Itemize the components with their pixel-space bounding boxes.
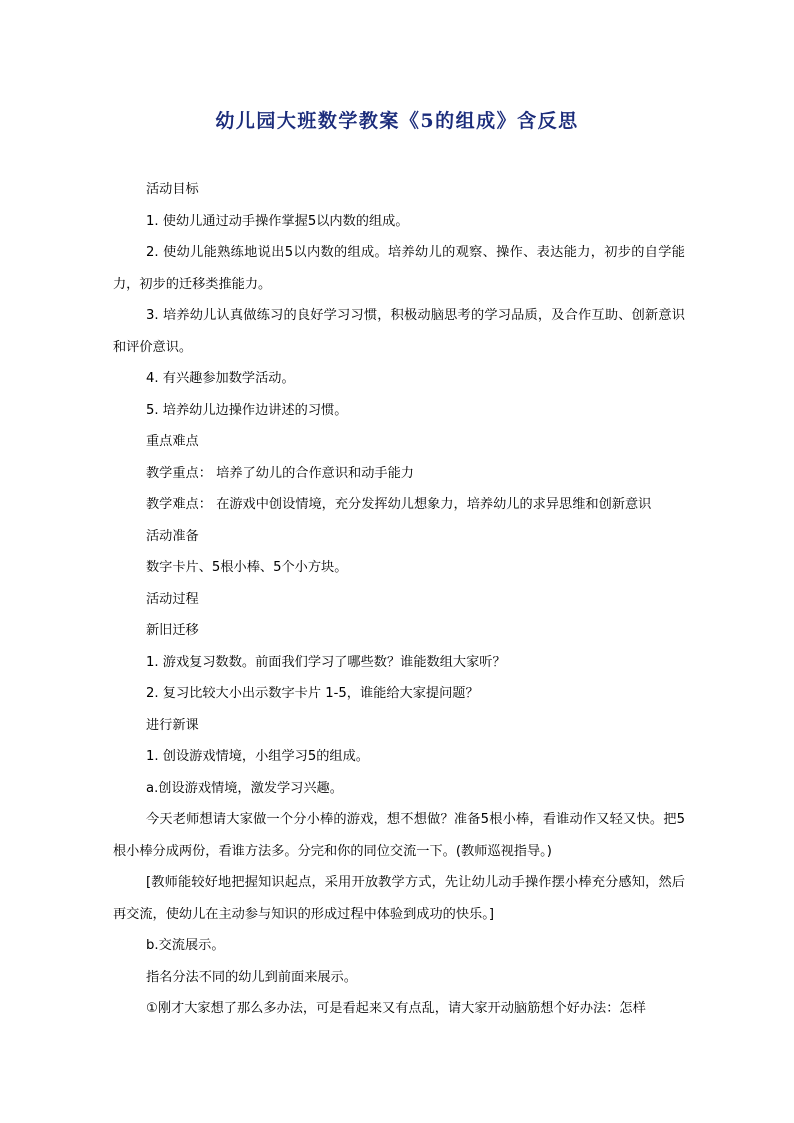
subheading-new-lesson: 进行新课	[146, 717, 199, 733]
heading-key-points: 重点难点	[146, 434, 199, 449]
goal-item-2: 2. 使幼儿能熟练地说出5以内数的组成。培养幼儿的观察、操作、表达能力，初步的自学能力，初步的迁移类推能力。	[113, 245, 685, 292]
document-title: 幼儿园大班数学教案《5的组成》含反思	[215, 110, 579, 132]
subheading-review: 新旧迁移	[146, 623, 199, 638]
lesson-instruction: 指名分法不同的幼儿到前面来展示。	[146, 969, 357, 985]
lesson-step-1b: b.交流展示。	[146, 938, 225, 953]
lesson-question: ①刚才大家想了那么多办法，可是看起来又有点乱，请大家开动脑筋想个好办法：怎样	[146, 1001, 646, 1016]
key-point-difficulty: 教学难点： 在游戏中创设情境，充分发挥幼儿想象力，培养幼儿的求异思维和创新意识	[146, 497, 652, 512]
lesson-narrative: 今天老师想请大家做一个分小棒的游戏，想不想做？准备5根小棒，看谁动作又轻又快。把5根小棒分成两份，看谁方法多。分完和你的同位交流一下。(教师巡视指导。)	[113, 812, 685, 859]
lesson-step-1: 1. 创设游戏情境，小组学习5的组成。	[146, 749, 369, 764]
lesson-step-1a: a.创设游戏情境，激发学习兴趣。	[146, 780, 343, 796]
goal-item-1: 1. 使幼儿通过动手操作掌握5以内数的组成。	[146, 213, 409, 229]
document-body	[113, 174, 685, 1025]
heading-activity-goals: 活动目标	[146, 182, 199, 197]
goal-item-4: 4. 有兴趣参加数学活动。	[146, 371, 295, 386]
preparation-materials: 数字卡片、5根小棒、5个小方块。	[146, 560, 348, 575]
lesson-comment: [教师能较好地把握知识起点，采用开放教学方式，先让幼儿动手操作摆小棒充分感知，然后再交流，使幼儿在主动参与知识的形成过程中体验到成功的快乐。]	[113, 875, 685, 922]
review-step-2: 2. 复习比较大小出示数字卡片 1-5，谁能给大家提问题？	[146, 686, 479, 701]
heading-preparation: 活动准备	[146, 528, 199, 544]
review-step-1: 1. 游戏复习数数。前面我们学习了哪些数？谁能数组大家听？	[146, 654, 506, 670]
goal-item-3: 3. 培养幼儿认真做练习的良好学习习惯，积极动脑思考的学习品质，及合作互助、创新意识和评价意识。	[113, 308, 685, 355]
key-point-focus: 教学重点： 培养了幼儿的合作意识和动手能力	[146, 465, 414, 481]
heading-process: 活动过程	[146, 591, 199, 607]
goal-item-5: 5. 培养幼儿边操作边讲述的习惯。	[146, 402, 348, 418]
